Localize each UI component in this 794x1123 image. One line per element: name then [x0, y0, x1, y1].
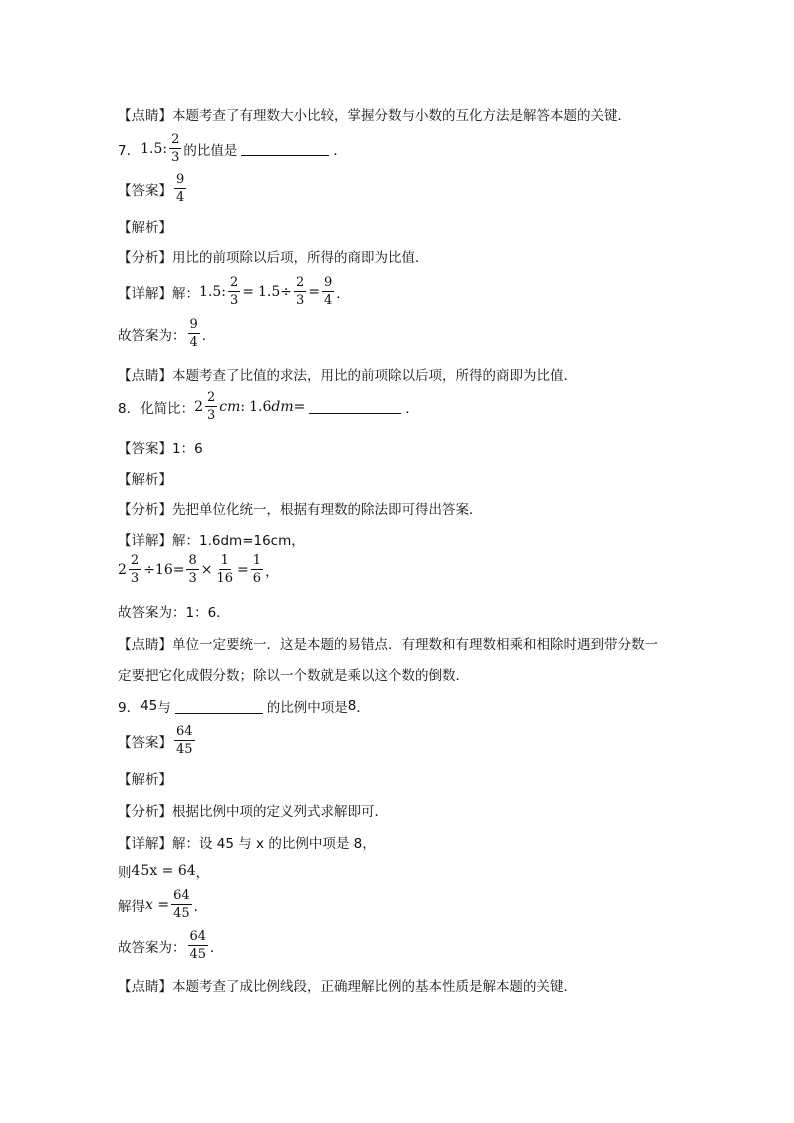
q8-result: 故答案为：1：6． — [118, 605, 230, 621]
mixed-fraction: $\frac{2}{3}$ — [207, 390, 216, 423]
q9-point — [118, 975, 577, 995]
question-number: 8． — [118, 400, 141, 417]
step-prefix: 则 — [118, 865, 132, 881]
eq-equals: = — [172, 561, 185, 578]
q8-point-line1 — [118, 633, 658, 653]
ratio-b: 1.6 — [249, 398, 272, 415]
q9-answer — [118, 724, 197, 757]
step-end: ， — [195, 865, 210, 881]
question-end: ． — [356, 700, 370, 716]
eq-result-fraction: $\frac{9}{4}$ — [324, 275, 333, 308]
point-text-1: 单位一定要统一．这是本题的易错点．有理数和有理数相乘和相除时遇到带分数一 — [172, 637, 658, 653]
answer-blank — [241, 141, 329, 156]
step-prefix: 解得 — [118, 898, 145, 915]
result-prefix: 故答案为： — [118, 327, 186, 344]
eq-equals: = — [308, 283, 321, 300]
term-a: 45 — [140, 698, 158, 714]
mixed-fraction: $\frac{2}{3}$ — [130, 553, 140, 586]
q7-question — [118, 132, 347, 165]
question-end: ． — [405, 400, 419, 417]
answer-text: 1：6 — [172, 441, 203, 457]
question-tail: 的比值是 — [183, 142, 238, 159]
answer-blank — [175, 699, 263, 714]
answer-tag: 【答案】 — [118, 182, 172, 199]
eq-fraction: $\frac{8}{3}$ — [188, 553, 197, 586]
ratio-colon: : — [162, 140, 168, 157]
fenxi-tag: 【分析】 — [118, 804, 172, 820]
detail-tag: 【详解】 — [118, 285, 172, 302]
question-end: ． — [333, 142, 347, 159]
q8-question — [118, 390, 419, 423]
eq-term: 1.5 — [258, 283, 281, 300]
q9-fenxi — [118, 800, 388, 820]
term-b: 8 — [347, 698, 357, 714]
point-tag: 【点睛】 — [118, 637, 172, 653]
q7-result — [118, 317, 215, 350]
step-end: ． — [193, 898, 208, 915]
point-text: 本题考查了比值的求法，用比的前项除以后项，所得的商即为比值． — [172, 368, 577, 384]
q9-step2 — [118, 888, 207, 921]
q8-point-line2: 定要把它化成假分数；除以一个数就是乘以这个数的倒数． — [118, 668, 469, 684]
eq-colon: : — [221, 283, 226, 300]
point-text: 本题考查了成比例线段，正确理解比例的基本性质是解本题的关键． — [172, 979, 577, 995]
eq-equals: = — [293, 398, 306, 415]
answer-tag: 【答案】 — [118, 734, 172, 751]
q7-detail — [118, 275, 350, 308]
eq-divide: ÷16 — [143, 561, 173, 578]
answer-fraction: $\frac{64}{45}$ — [176, 724, 193, 757]
fraction: $\frac{2}{3}$ — [171, 132, 180, 165]
q8-answer — [118, 437, 203, 457]
q9-detail — [118, 832, 376, 852]
question-number: 7． — [118, 142, 141, 159]
detail-text: 解：1.6dm=16cm， — [172, 533, 305, 549]
eq-fraction: $\frac{1}{16}$ — [216, 553, 234, 586]
question-number: 9． — [118, 700, 141, 716]
result-fraction: $\frac{64}{45}$ — [189, 929, 207, 962]
ratio-a: 1.5 — [140, 140, 163, 157]
answer-tag: 【答案】 — [118, 441, 172, 457]
detail-text: 解：设 45 与 x 的比例中项是 8， — [172, 836, 376, 852]
step-variable: x = — [145, 896, 170, 913]
result-end: ． — [210, 939, 224, 956]
eq-fraction: $\frac{2}{3}$ — [229, 275, 239, 308]
q7-answer — [118, 172, 188, 205]
fenxi-text: 先把单位化统一，根据有理数的除法即可得出答案． — [172, 502, 483, 518]
answer-fraction: $\frac{9}{4}$ — [176, 172, 185, 205]
detail-tag: 【详解】 — [118, 533, 172, 549]
fenxi-tag: 【分析】 — [118, 502, 172, 518]
eq-divide: ÷ — [280, 283, 292, 300]
unit-cm: cm — [219, 398, 241, 415]
answer-blank — [309, 399, 401, 414]
mixed-whole: 2 — [118, 561, 127, 578]
fenxi-text: 用比的前项除以后项，所得的商即为比值． — [172, 250, 429, 266]
q7-analysis-tag: 【解析】 — [118, 220, 172, 236]
q6-point-line — [118, 104, 631, 124]
fenxi-text: 根据比例中项的定义列式求解即可． — [172, 804, 388, 820]
term-yu: 与 — [157, 700, 171, 716]
result-prefix: 故答案为： — [118, 939, 186, 956]
q8-fenxi — [118, 498, 483, 518]
q8-equation — [118, 553, 279, 586]
mixed-whole: 2 — [194, 398, 204, 415]
fenxi-tag: 【分析】 — [118, 250, 172, 266]
point-tag: 【点睛】 — [118, 979, 172, 995]
unit-dm: dm — [271, 398, 294, 415]
detail-prefix: 解： — [172, 285, 199, 302]
eq-end: ， — [265, 563, 279, 580]
q7-point — [118, 364, 577, 384]
eq-fraction: $\frac{2}{3}$ — [296, 275, 305, 308]
q9-analysis-tag: 【解析】 — [118, 772, 172, 788]
point-text: 本题考查了有理数大小比较，掌握分数与小数的互化方法是解答本题的关键． — [172, 108, 631, 124]
q8-detail — [118, 529, 305, 549]
q9-question — [118, 696, 370, 716]
q9-result — [118, 929, 224, 962]
eq-result-fraction: $\frac{1}{6}$ — [252, 553, 262, 586]
q7-fenxi — [118, 246, 429, 266]
question-tail: 的比例中项是 — [266, 700, 348, 716]
step-fraction: $\frac{64}{45}$ — [173, 888, 190, 921]
detail-tag: 【详解】 — [118, 836, 172, 852]
result-end: ． — [201, 327, 216, 344]
eq-end: ． — [336, 285, 350, 302]
step-equation: 45x = 64 — [131, 863, 196, 879]
point-tag: 【点睛】 — [118, 108, 172, 124]
q9-step1 — [118, 861, 209, 881]
eq-times: × — [200, 561, 213, 578]
eq-equals: = — [237, 561, 249, 578]
point-tag: 【点睛】 — [118, 368, 172, 384]
eq-equals: = — [242, 283, 254, 300]
q8-analysis-tag: 【解析】 — [118, 472, 172, 488]
ratio-colon: : — [240, 398, 246, 415]
result-fraction: $\frac{9}{4}$ — [189, 317, 198, 350]
eq-term: 1.5 — [199, 283, 222, 300]
question-prefix: 化简比： — [140, 400, 195, 417]
